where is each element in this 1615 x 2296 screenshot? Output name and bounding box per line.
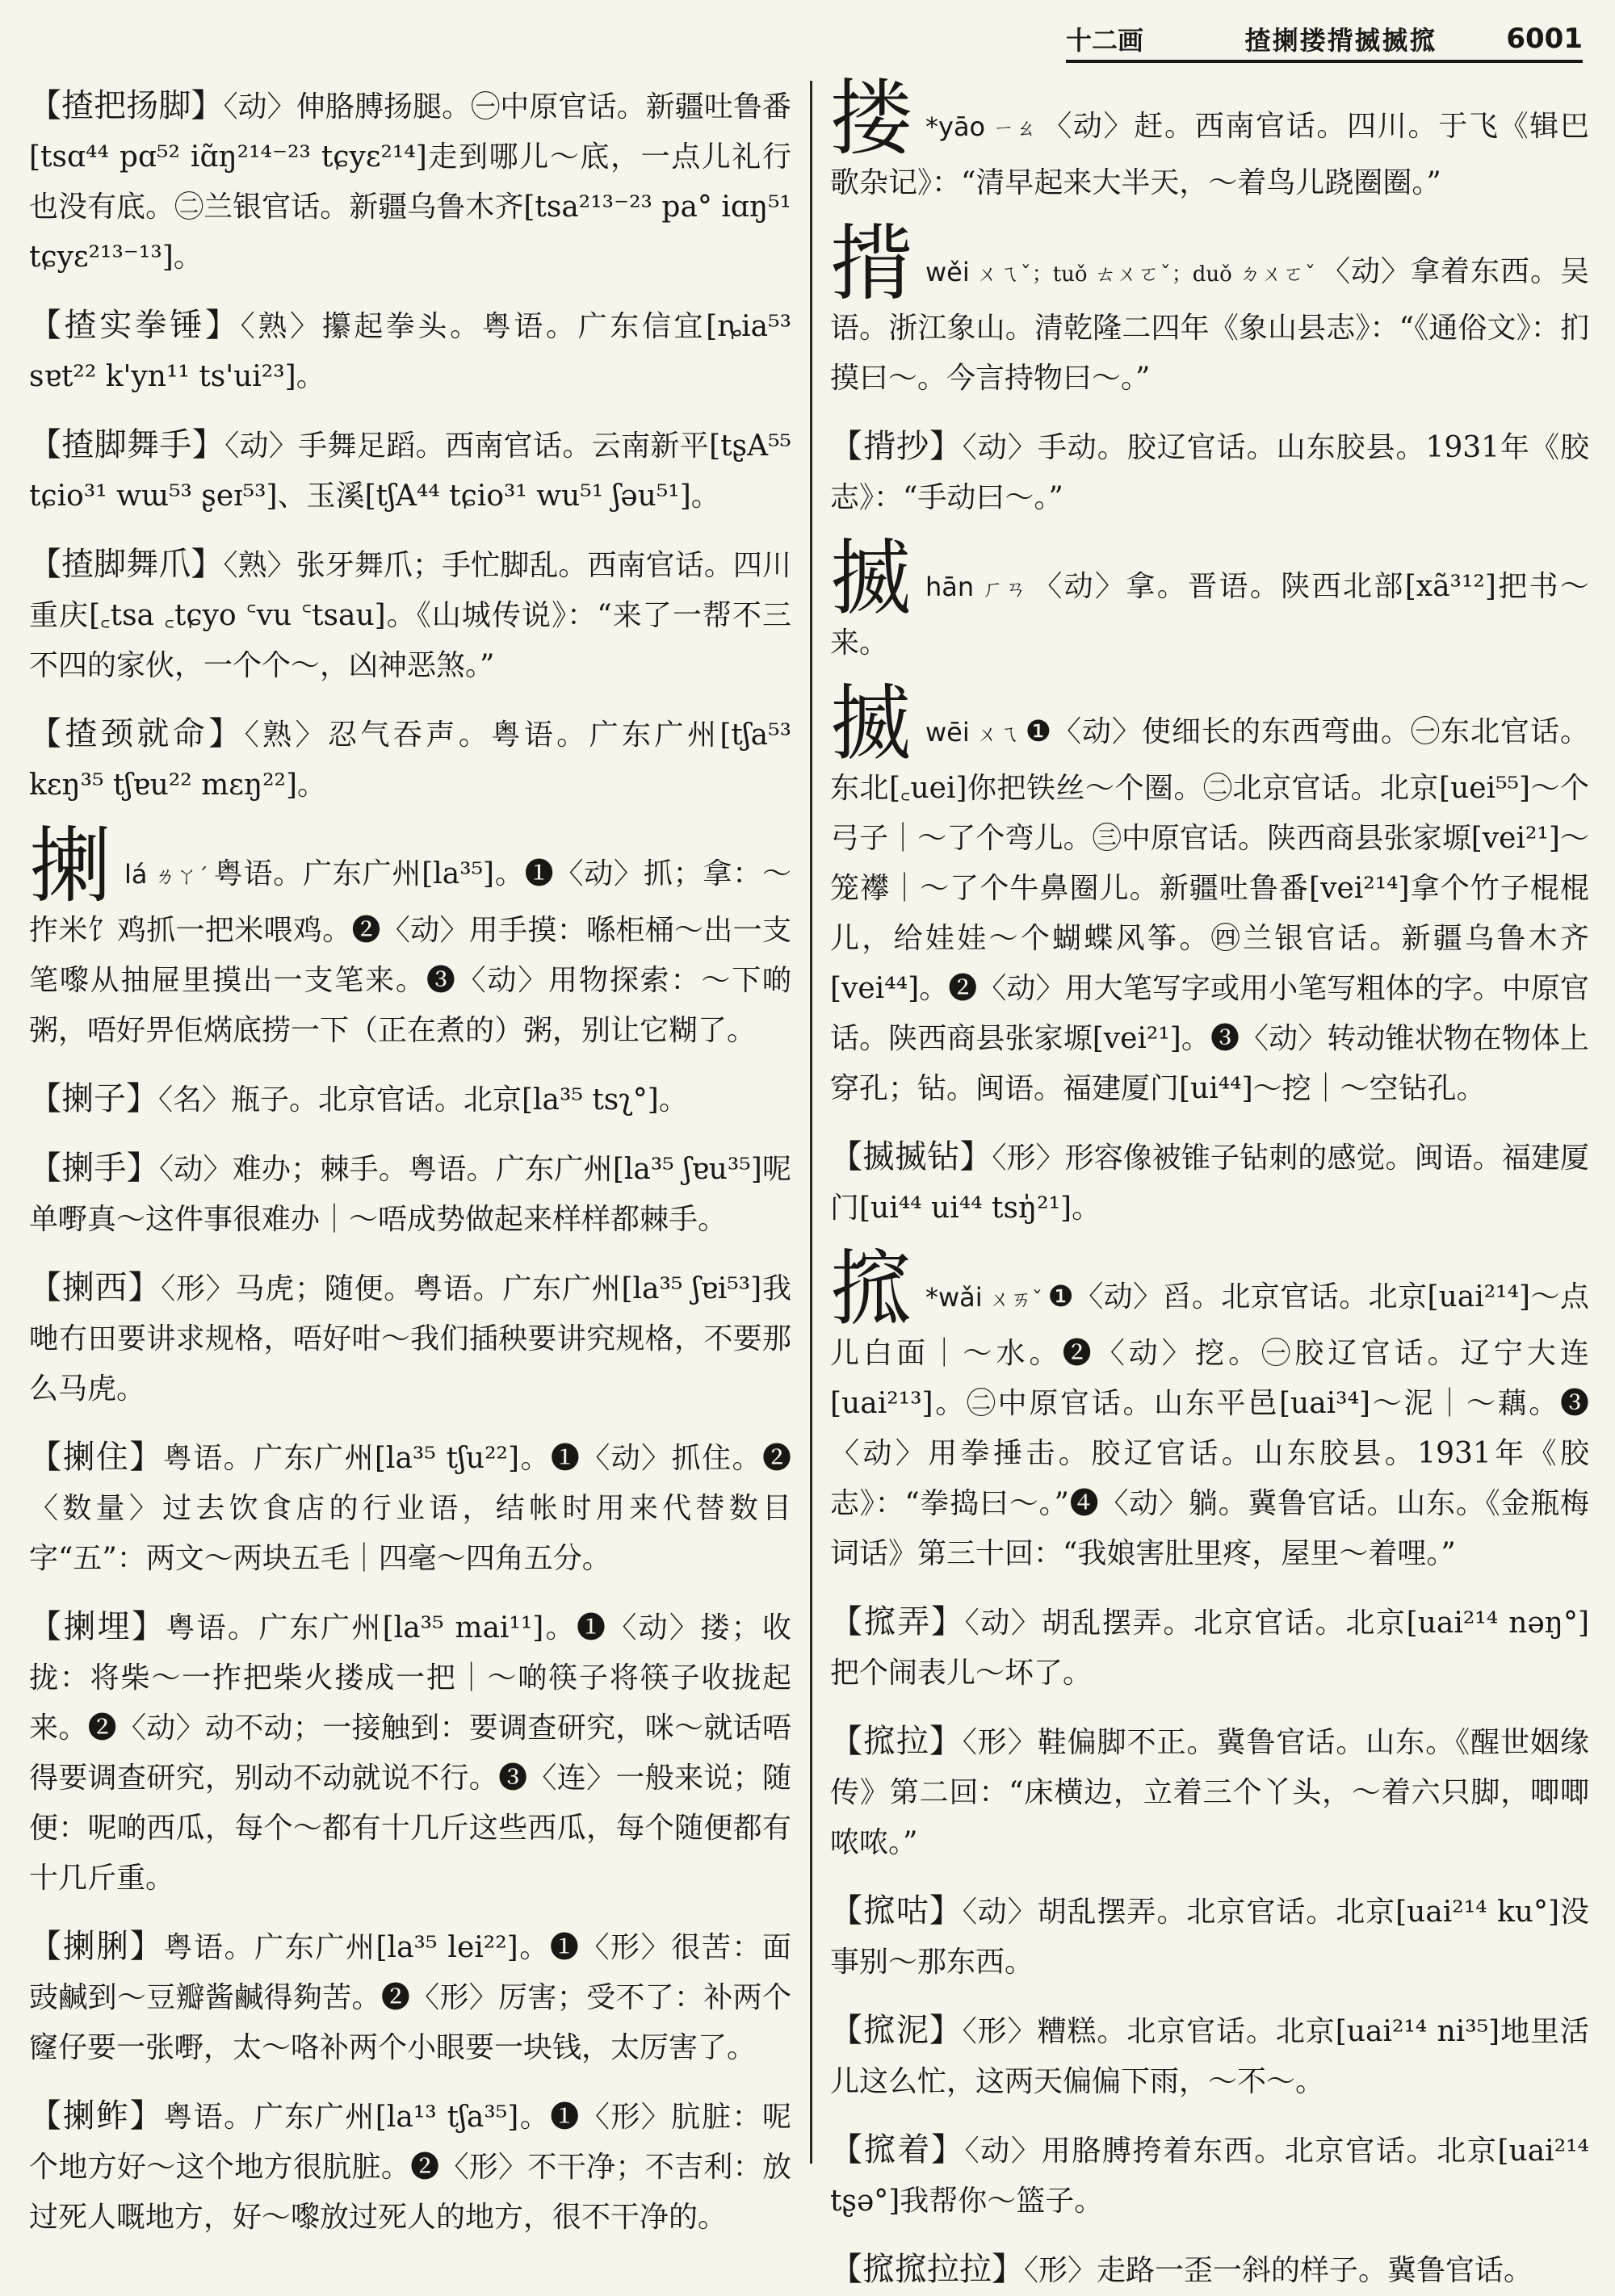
- entry-headword: 【揻揻钻】: [830, 1138, 992, 1175]
- zhuyin: ㄌㄚˊ: [153, 865, 209, 889]
- entry-definition: 粤语。广东广州[la³⁵]。❶〈动〉抓；拿：～拃米饣鸡抓一把米喂鸡。❷〈动〉用手摸：喺柜桶～出一支笔嚟从抽屉里摸出一支笔来。❸〈动〉用物探索：～下啲粥，唔好畀佢焫底捞一下（正在煮的）粥，别让它糊了。: [29, 857, 791, 1047]
- entry-definition: 粤语。广东广州[la³⁵ mai¹¹]。❶〈动〉搂；收拢：将柴～一拃把柴火搂成一把｜～啲筷子将筷子收拢起来。❷〈动〉动不动；一接触到：要调查研究，咪～就话唔得要调查研究，别动不动就说不行。❸〈连〉一般来说；随便：呢啲西瓜，每个～都有十几斤这些西瓜，每个随便都有十几斤重。: [29, 1611, 791, 1895]
- entry-headword: 【搲拉】: [830, 1723, 963, 1760]
- entry-headword: 【揦鲊】: [29, 2097, 164, 2135]
- dictionary-entry: [29, 819, 791, 1056]
- header-rule: [1066, 60, 1583, 63]
- dictionary-entry: [29, 1921, 791, 2073]
- entry-headword: 【揦住】: [29, 1439, 163, 1476]
- entry-headword: 【搲咕】: [830, 1892, 963, 1929]
- head-character: 揹: [830, 216, 912, 312]
- page-number: 6001: [1506, 23, 1583, 55]
- entry-headword: 【揦埋】: [29, 1608, 166, 1645]
- dictionary-entry: [29, 81, 791, 283]
- head-character: 揻: [830, 677, 912, 773]
- pinyin: lá: [124, 859, 148, 890]
- entry-definition: ❶〈动〉舀。北京官话。北京[uai²¹⁴]～点儿白面｜～水。❷〈动〉挖。㊀胶辽官话。辽宁大连[uai²¹³]。㊁中原官话。山东平邑[uai³⁴]～泥｜～藕。❸〈动〉用拳捶击。胶辽官话。山东胶县。1931年《胶志》：“拳捣曰～。”❹〈动〉躺。冀鲁官话。山东。《金瓶梅词话》第三十回：“我娘害肚里疼，屋里～着哩。”: [830, 1280, 1589, 1570]
- entry-headword: 【揦西】: [29, 1269, 162, 1306]
- dictionary-entry: [830, 531, 1589, 668]
- entry-headword: 【搲搲拉拉】: [830, 2251, 1024, 2288]
- entry-definition: 〈形〉糟糕。北京官话。北京[uai²¹⁴ ni³⁵]地里活儿这么忙，这两天偏偏下雨，～不～。: [830, 2015, 1589, 2098]
- dictionary-entry: [830, 421, 1589, 523]
- dictionary-entry: [830, 1132, 1589, 1234]
- entry-headword: 【揸脚舞手】: [29, 426, 225, 463]
- entry-definition: 〈熟〉攥起拳头。粤语。广东信宜[ȵia⁵³ sɐt²² k'yn¹¹ ts'ui²³]。: [29, 310, 791, 393]
- dictionary-entry: [29, 420, 791, 522]
- right-column: [830, 71, 1590, 2288]
- dictionary-entry: [830, 2005, 1589, 2107]
- entry-headword: 【揸实拳锤】: [29, 307, 241, 344]
- entry-definition: 〈动〉伸胳膊扬腿。㊀中原官话。新疆吐鲁番[tsɑ⁴⁴ pɑ⁵² iɑ̃ŋ²¹⁴⁻²³ tɕyɛ²¹⁴]走到哪儿～底，一点儿礼行也没有底。㊁兰银官话。新疆乌鲁木齐[tsa²¹³⁻²³ pa° iɑŋ⁵¹ tɕyɛ²¹³⁻¹³]。: [29, 90, 791, 274]
- dictionary-entry: [830, 2244, 1589, 2296]
- header-characters: 揸揦搂揹揻揻搲: [1244, 25, 1437, 56]
- entry-definition: 〈熟〉张牙舞爪；手忙脚乱。西南官话。四川重庆[꜀tsa ꜀tɕyo ꜂vu ꜂tsau]。《山城传说》：“来了一帮不三不四的家伙，一个个～，凶神恶煞。”: [29, 549, 791, 682]
- entry-headword: 【搲泥】: [830, 2012, 963, 2049]
- dictionary-entry: [29, 1432, 791, 1584]
- entry-definition: 〈动〉赶。西南官话。四川。于飞《辑巴歌杂记》：“清早起来大半天，～着鸟儿跷圈圈。”: [830, 110, 1589, 199]
- entry-definition: 〈名〉瓶子。北京官话。北京[la³⁵ tsʅ°]。: [158, 1083, 688, 1117]
- dictionary-entry: [29, 539, 791, 691]
- zhuyin: ㄨㄟˇ；tuǒ ㄊㄨㄛˇ；duǒ ㄉㄨㄛˇ: [975, 262, 1317, 287]
- head-character: 揻: [830, 531, 912, 627]
- pinyin: hān: [925, 572, 975, 602]
- entry-headword: 【揸把扬脚】: [29, 87, 224, 124]
- entry-definition: 〈动〉胡乱摆弄。北京官话。北京[uai²¹⁴ nəŋ°]把个闹表儿～坏了。: [830, 1607, 1590, 1690]
- dictionary-entry: [830, 2125, 1589, 2227]
- dictionary-entry: [29, 1143, 791, 1245]
- dictionary-entry: [29, 1602, 791, 1904]
- entry-headword: 【揸脚舞爪】: [29, 546, 224, 583]
- entry-headword: 【揦手】: [29, 1150, 159, 1187]
- dictionary-entry: [29, 2091, 791, 2243]
- dictionary-entry: [29, 709, 791, 811]
- entry-definition: 粤语。广东广州[la¹³ tʃa³⁵]。❶〈形〉肮脏：呢个地方好～这个地方很肮脏。❷〈形〉不干净；不吉利：放过死人嘅地方，好～嚟放过死人的地方，很不干净的。: [29, 2101, 791, 2234]
- left-column: [29, 81, 791, 2234]
- entry-definition: 〈形〉马虎；随便。粤语。广东广州[la³⁵ ʃɐi⁵³]我哋冇田要讲求规格，唔好咁～我们插秧要讲究规格，不要那么马虎。: [29, 1272, 791, 1406]
- pinyin: wěi: [925, 257, 970, 287]
- entry-definition: 〈熟〉忍气吞声。粤语。广东广州[tʃa⁵³ kɛŋ³⁵ tʃɐu²² mɛŋ²²]。: [29, 719, 791, 802]
- entry-definition: 粤语。广东广州[la³⁵ tʃu²²]。❶〈动〉抓住。❷〈数量〉过去饮食店的行业语，结帐时用来代替数目字“五”：两文～两块五毛｜四毫～四角五分。: [29, 1442, 791, 1575]
- dictionary-entry: [830, 677, 1589, 1114]
- dictionary-entry: [830, 71, 1589, 208]
- column-divider: [810, 81, 812, 2164]
- entry-headword: 【揹抄】: [830, 428, 963, 465]
- entry-definition: 〈动〉拿。晋语。陕西北部[xã³¹²]把书～来。: [830, 570, 1589, 660]
- head-character: 搂: [830, 71, 912, 167]
- entry-definition: 〈动〉难办；棘手。粤语。广东广州[la³⁵ ʃɐu³⁵]呢单嘢真～这件事很难办｜～唔成势做起来样样都棘手。: [29, 1153, 791, 1236]
- zhuyin: ㄨㄟ: [975, 723, 1021, 747]
- entry-definition: ❶〈动〉使细长的东西弯曲。㊀东北官话。东北[꜀uei]你把铁丝～个圈。㊁北京官话。北京[uei⁵⁵]～个弓子｜～了个弯儿。㊂中原官话。陕西商县张家塬[vei²¹]～笼襻｜～了个牛鼻圈儿。新疆吐鲁番[vei²¹⁴]拿个竹子棍棍儿，给娃娃～个蝴蝶风筝。㊃兰银官话。新疆乌鲁木齐[vei⁴⁴]。❷〈动〉用大笔写字或用小笔写粗体的字。中原官话。陕西商县张家塬[vei²¹]。❸〈动〉转动锥状物在物体上穿孔；钻。闽语。福建厦门[ui⁴⁴]～挖｜～空钻孔。: [830, 715, 1589, 1105]
- head-character: 搲: [830, 1242, 912, 1338]
- entry-definition: 〈动〉手动。胶辽官话。山东胶县。1931年《胶志》：“手动曰～。”: [830, 431, 1590, 514]
- page-header: [872, 15, 1583, 63]
- entry-headword: 【揦脷】: [29, 1928, 164, 1965]
- dictionary-entry: [830, 1597, 1589, 1699]
- zhuyin: ㄨㄞˇ: [988, 1288, 1043, 1312]
- head-character: 揦: [29, 819, 111, 915]
- entry-definition: 〈动〉用胳膊挎着东西。北京官话。北京[uai²¹⁴ tʂə°]我帮你～篮子。: [830, 2135, 1589, 2218]
- entry-definition: 〈形〉形容像被锥子钻刺的感觉。闽语。福建厦门[ui⁴⁴ ui⁴⁴ tsŋ̍²¹]。: [830, 1142, 1589, 1225]
- entry-headword: 【揦子】: [29, 1080, 158, 1117]
- section-label: 十二画: [1066, 25, 1144, 56]
- pinyin: *yāo: [925, 111, 986, 142]
- dictionary-entry: [29, 1074, 791, 1125]
- dictionary-entry: [29, 300, 791, 402]
- dictionary-entry: [29, 1263, 791, 1414]
- entry-definition: 〈动〉手舞足蹈。西南官话。云南新平[tʂA⁵⁵ tɕio³¹ wɯ⁵³ ʂeɪ⁵³]、玉溪[tʃA⁴⁴ tɕio³¹ wu⁵¹ ʃəu⁵¹]。: [29, 429, 791, 513]
- entry-definition: 粤语。广东广州[la³⁵ lei²²]。❶〈形〉很苦：面豉鹹到～豆瓣酱鹹得夠苦。❷〈形〉厉害；受不了：补两个窿仔要一张嘢，太～咯补两个小眼要一块钱，太厉害了。: [29, 1931, 791, 2064]
- zhuyin: ㄧㄠ: [992, 117, 1038, 141]
- dictionary-entry: [830, 1886, 1589, 1988]
- dictionary-entry: [830, 1716, 1589, 1868]
- entry-headword: 【搲着】: [830, 2131, 965, 2168]
- entry-headword: 【搲弄】: [830, 1603, 965, 1640]
- entry-definition: 〈动〉拿着东西。吴语。浙江象山。清乾隆二四年《象山县志》：“《通俗文》：扪摸曰～。今言持物曰～。”: [830, 255, 1589, 395]
- entry-definition: 〈形〉走路一歪一斜的样子。冀鲁官话。: [1024, 2254, 1533, 2287]
- entry-definition: 〈形〉鞋偏脚不正。冀鲁官话。山东。《醒世姻缘传》第二回：“床横边，立着三个丫头，～着六只脚，唧唧哝哝。”: [830, 1726, 1589, 1859]
- dictionary-entry: [830, 1242, 1589, 1579]
- dictionary-entry: [830, 216, 1589, 404]
- pinyin: *wǎi: [925, 1282, 983, 1313]
- entry-definition: 〈动〉胡乱摆弄。北京官话。北京[uai²¹⁴ ku°]没事别～那东西。: [830, 1896, 1589, 1979]
- zhuyin: ㄏㄢ: [980, 577, 1029, 601]
- pinyin: wēi: [925, 717, 970, 748]
- entry-headword: 【揸颈就命】: [29, 715, 245, 752]
